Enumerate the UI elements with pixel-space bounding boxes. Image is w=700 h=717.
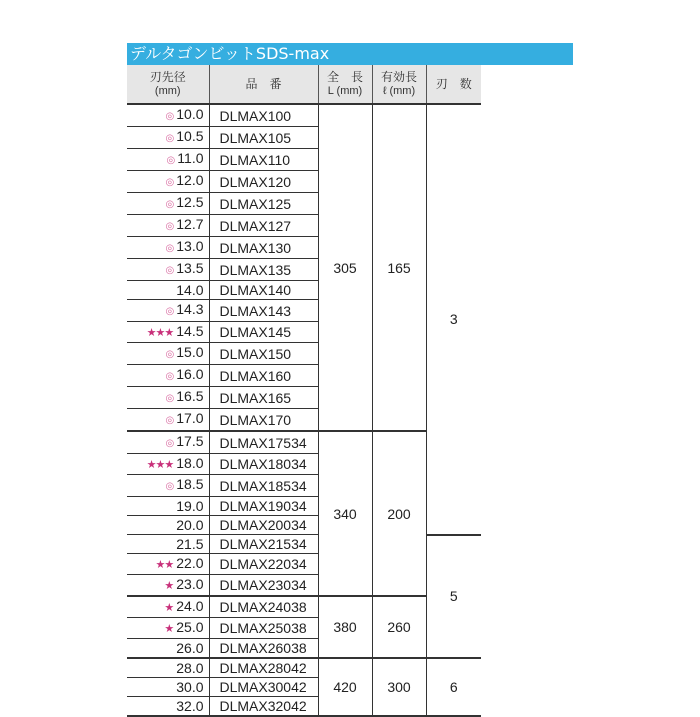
diameter-value: 12.7 — [176, 216, 204, 232]
header-effective-label: 有効長 — [380, 70, 417, 84]
diameter-value: 16.5 — [176, 388, 204, 404]
diameter-cell — [127, 215, 209, 237]
part-number-cell: DLMAX165 — [209, 387, 318, 409]
diameter-value: 17.5 — [176, 433, 204, 449]
total-length-cell: 340 — [318, 431, 372, 596]
diameter-value: 14.0 — [176, 282, 204, 298]
recommend-circle-icon: ◎ — [166, 155, 175, 166]
total-length-cell: 420 — [318, 658, 372, 716]
recommend-circle-icon: ◎ — [165, 349, 174, 360]
header-diameter — [127, 65, 209, 104]
part-number-cell: DLMAX17534 — [209, 431, 318, 454]
diameter-cell — [127, 697, 209, 717]
table-body — [127, 104, 481, 716]
title-bar — [127, 43, 573, 65]
part-number-cell: DLMAX30042 — [209, 678, 318, 697]
header-length-unit: L (mm) — [327, 85, 363, 97]
diameter-cell — [127, 193, 209, 215]
effective-length-cell: 260 — [372, 596, 426, 658]
header-diameter-label: 刃先径 — [149, 70, 186, 84]
diameter-value: 32.0 — [176, 698, 204, 714]
part-number-cell: DLMAX26038 — [209, 639, 318, 659]
part-number-cell: DLMAX120 — [209, 171, 318, 193]
part-number-cell: DLMAX160 — [209, 365, 318, 387]
diameter-value: 12.5 — [176, 194, 204, 210]
diameter-value: 26.0 — [176, 640, 204, 656]
diameter-value: 25.0 — [176, 619, 204, 635]
recommend-circle-icon: ◎ — [165, 243, 174, 254]
part-number-cell: DLMAX21534 — [209, 535, 318, 554]
diameter-cell — [127, 281, 209, 300]
diameter-cell — [127, 431, 209, 454]
table-row — [127, 104, 481, 127]
rating-stars-icon: ★★★ — [146, 459, 174, 471]
diameter-value: 24.0 — [176, 598, 204, 614]
diameter-value: 16.0 — [176, 366, 204, 382]
table-row — [127, 658, 481, 678]
part-number-cell: DLMAX24038 — [209, 596, 318, 618]
diameter-cell — [127, 237, 209, 259]
diameter-value: 18.5 — [176, 476, 204, 492]
header-length — [318, 65, 372, 104]
diameter-value: 13.5 — [176, 260, 204, 276]
recommend-circle-icon: ◎ — [165, 481, 174, 492]
part-number-cell: DLMAX19034 — [209, 497, 318, 516]
edge-count-cell: 3 — [426, 104, 481, 535]
header-row — [127, 65, 481, 104]
edge-count-cell: 5 — [426, 535, 481, 659]
header-length-label: 全 長 — [326, 70, 363, 84]
part-number-cell: DLMAX18534 — [209, 475, 318, 497]
effective-length-cell: 200 — [372, 431, 426, 596]
diameter-value: 28.0 — [176, 660, 204, 676]
part-number-cell: DLMAX140 — [209, 281, 318, 300]
part-number-cell: DLMAX110 — [209, 149, 318, 171]
recommend-circle-icon: ◎ — [165, 415, 174, 426]
diameter-cell — [127, 322, 209, 343]
diameter-cell — [127, 300, 209, 322]
recommend-circle-icon: ◎ — [165, 393, 174, 404]
diameter-cell — [127, 475, 209, 497]
table-header — [127, 65, 481, 104]
rating-stars-icon: ★★ — [155, 559, 174, 571]
diameter-cell — [127, 618, 209, 639]
diameter-value: 23.0 — [176, 576, 204, 592]
part-number-cell: DLMAX130 — [209, 237, 318, 259]
diameter-cell — [127, 554, 209, 575]
diameter-value: 12.0 — [176, 172, 204, 188]
header-edges-label: 刃 数 — [435, 77, 472, 91]
recommend-circle-icon: ◎ — [165, 177, 174, 188]
recommend-circle-icon: ◎ — [165, 221, 174, 232]
recommend-circle-icon: ◎ — [165, 306, 174, 317]
diameter-cell — [127, 104, 209, 127]
page-title: デルタゴンビットSDS-max — [130, 44, 330, 63]
diameter-cell — [127, 171, 209, 193]
spec-table — [127, 65, 481, 717]
rating-stars-icon: ★ — [164, 602, 174, 614]
diameter-cell — [127, 387, 209, 409]
recommend-circle-icon: ◎ — [165, 265, 174, 276]
edge-count-cell: 6 — [426, 658, 481, 716]
diameter-cell — [127, 149, 209, 171]
diameter-value: 14.3 — [176, 301, 204, 317]
diameter-cell — [127, 343, 209, 365]
diameter-value: 10.0 — [176, 106, 204, 122]
effective-length-cell: 300 — [372, 658, 426, 716]
part-number-cell: DLMAX28042 — [209, 658, 318, 678]
diameter-cell — [127, 596, 209, 618]
diameter-cell — [127, 658, 209, 678]
table-row — [127, 535, 481, 554]
part-number-cell: DLMAX105 — [209, 127, 318, 149]
part-number-cell: DLMAX135 — [209, 259, 318, 281]
rating-stars-icon: ★ — [164, 623, 174, 635]
diameter-value: 13.0 — [176, 238, 204, 254]
diameter-cell — [127, 639, 209, 659]
effective-length-cell: 165 — [372, 104, 426, 431]
part-number-cell: DLMAX18034 — [209, 454, 318, 475]
product-sheet — [127, 43, 573, 717]
part-number-cell: DLMAX127 — [209, 215, 318, 237]
recommend-circle-icon: ◎ — [165, 371, 174, 382]
recommend-circle-icon: ◎ — [165, 111, 174, 122]
part-number-cell: DLMAX100 — [209, 104, 318, 127]
header-effective-length — [372, 65, 426, 104]
total-length-cell: 305 — [318, 104, 372, 431]
total-length-cell: 380 — [318, 596, 372, 658]
diameter-cell — [127, 365, 209, 387]
part-number-cell: DLMAX145 — [209, 322, 318, 343]
diameter-value: 19.0 — [176, 498, 204, 514]
diameter-value: 11.0 — [177, 150, 204, 166]
diameter-value: 22.0 — [176, 555, 204, 571]
diameter-value: 15.0 — [176, 344, 204, 360]
header-diameter-unit: (mm) — [154, 85, 181, 97]
diameter-cell — [127, 259, 209, 281]
diameter-value: 18.0 — [176, 455, 204, 471]
diameter-cell — [127, 535, 209, 554]
diameter-cell — [127, 409, 209, 432]
part-number-cell: DLMAX150 — [209, 343, 318, 365]
part-number-cell: DLMAX20034 — [209, 516, 318, 535]
header-effective-unit: ℓ (mm) — [382, 85, 416, 97]
diameter-cell — [127, 516, 209, 535]
recommend-circle-icon: ◎ — [165, 133, 174, 144]
part-number-cell: DLMAX125 — [209, 193, 318, 215]
diameter-value: 14.5 — [176, 323, 204, 339]
diameter-cell — [127, 127, 209, 149]
part-number-cell: DLMAX32042 — [209, 697, 318, 717]
part-number-cell: DLMAX25038 — [209, 618, 318, 639]
diameter-cell — [127, 454, 209, 475]
part-number-cell: DLMAX143 — [209, 300, 318, 322]
diameter-cell — [127, 497, 209, 516]
header-part-no-label: 品 番 — [245, 77, 282, 91]
header-part-no — [209, 65, 318, 104]
part-number-cell: DLMAX22034 — [209, 554, 318, 575]
part-number-cell: DLMAX23034 — [209, 575, 318, 597]
diameter-value: 10.5 — [176, 128, 204, 144]
header-edges — [426, 65, 481, 104]
diameter-value: 17.0 — [176, 410, 204, 426]
recommend-circle-icon: ◎ — [165, 199, 174, 210]
rating-stars-icon: ★ — [164, 580, 174, 592]
diameter-value: 21.5 — [176, 536, 204, 552]
diameter-cell — [127, 678, 209, 697]
diameter-value: 20.0 — [176, 517, 204, 533]
part-number-cell: DLMAX170 — [209, 409, 318, 432]
recommend-circle-icon: ◎ — [165, 438, 174, 449]
diameter-cell — [127, 575, 209, 597]
rating-stars-icon: ★★★ — [146, 327, 174, 339]
diameter-value: 30.0 — [176, 679, 204, 695]
